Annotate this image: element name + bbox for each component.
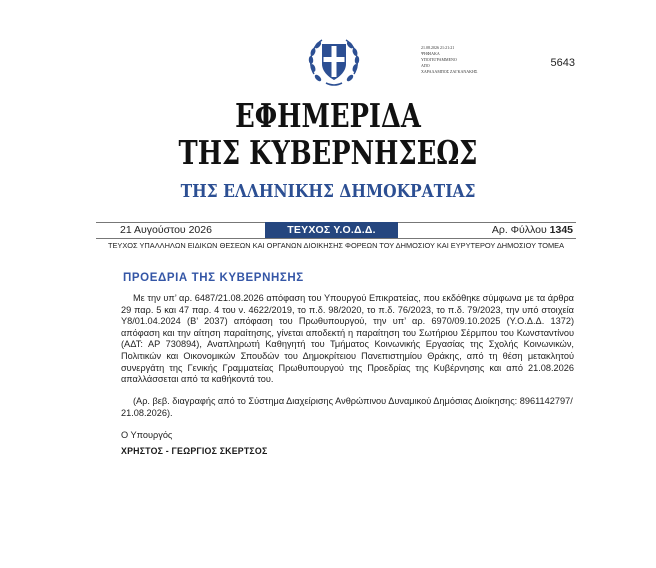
signer-name: ΧΡΗΣΤΟΣ - ΓΕΩΡΓΙΟΣ ΣΚΕΡΤΣΟΣ <box>121 446 268 456</box>
decision-paragraph: Με την υπ’ αρ. 6487/21.08.2026 απόφαση του Υπουργού Επικρατείας, που εκδόθηκε σύμφωνα με τα άρθρα 29 παρ. 5 και 47 παρ. 4 του ν. 4622/2019, το π.δ. 98/2020, το π.δ. 76/2023, το π.δ. 79/2023, την υπό στοιχεία Υ8/01.04.2024 (Β’ 2037) απόφαση του Πρωθυπουργού, την υπ’ αρ. 6970/09.10.2025 (Υ.Ο.Δ.Δ. 1372) απόφαση και την αίτηση παραίτησης, γίνεται αποδεκτή η παραίτηση του Σωτήριου Σέρμπου του Κωνσταντίνου (ΑΔΤ: ΑΡ 730894), Αναπληρωτή Καθηγητή του Τμήματος Κοινωνικής Εργασίας της Σχολής Κοινωνικών, Πολιτικών και Οικονομικών Σπουδών του Δημοκρίτειου Πανεπιστημίου Θράκης, από τη θέση μετακλητού συνεργάτη της Γενικής Γραμματείας Πρωθυπουργού της Προεδρίας της Κυβέρνησης και από 21.08.2026 απαλλάσσεται από τα καθήκοντά του. <box>121 293 574 385</box>
issue-sheet-number <box>470 224 573 236</box>
header-rule-bottom <box>96 238 576 239</box>
certificate-paragraph: (Αρ. βεβ. διαγραφής από το Σύστημα Διαχείρισης Ανθρώπινου Δυναμικού Δημόσιας Διοίκησης: 8961142797/ 21.08.2026). <box>121 396 573 418</box>
signature-signer: ΧΑΡΑΛΑΜΠΟΣ ΖΑΓΚΑΝΑΚΗΣ <box>421 69 478 74</box>
digital-signature-stamp <box>421 45 501 75</box>
sheet-number: 1345 <box>549 224 573 236</box>
series-description: ΤΕΥΧΟΣ ΥΠΑΛΛΗΛΩΝ ΕΙΔΙΚΩΝ ΘΕΣΕΩΝ ΚΑΙ ΟΡΓΑΝΩΝ ΔΙΟΙΚΗΣΗΣ ΦΟΡΕΩΝ ΤΟΥ ΔΗΜΟΣΙΟΥ ΚΑΙ ΕΥΡΥΤΕΡΟΥ ΔΗΜΟΣΙΟΥ ΤΟΜΕΑ <box>107 241 565 250</box>
signature-line: ΨΗΦΙΑΚΑ <box>421 51 440 56</box>
masthead-title-line2: ΤΗΣ ΚΥΒΕΡΝΗΣΕΩΣ <box>178 133 478 172</box>
coat-of-arms-icon <box>302 30 366 94</box>
issue-series-badge: ΤΕΥΧΟΣ Υ.Ο.Δ.Δ. <box>265 222 398 238</box>
issue-date: 21 Αυγούστου 2026 <box>120 224 212 236</box>
masthead-subtitle: ΤΗΣ ΕΛΛΗΝΙΚΗΣ ΔΗΜΟΚΡΑΤΙΑΣ <box>180 181 476 202</box>
signature-timestamp: 21.08.2026 21:21:21 <box>421 45 455 50</box>
signature-line: ΥΠΟΓΕΓΡΑΜΜΕΝΟ <box>421 57 457 62</box>
signature-line: ΑΠΟ <box>421 63 430 68</box>
sheet-label: Αρ. Φύλλου <box>491 224 547 236</box>
page-number: 5643 <box>550 57 575 69</box>
section-title: ΠΡΟΕΔΡΙΑ ΤΗΣ ΚΥΒΕΡΝΗΣΗΣ <box>123 272 304 284</box>
masthead-title-line1: ΕΦΗΜΕΡΙΔΑ <box>235 96 421 135</box>
signer-role: Ο Υπουργός <box>121 430 173 440</box>
